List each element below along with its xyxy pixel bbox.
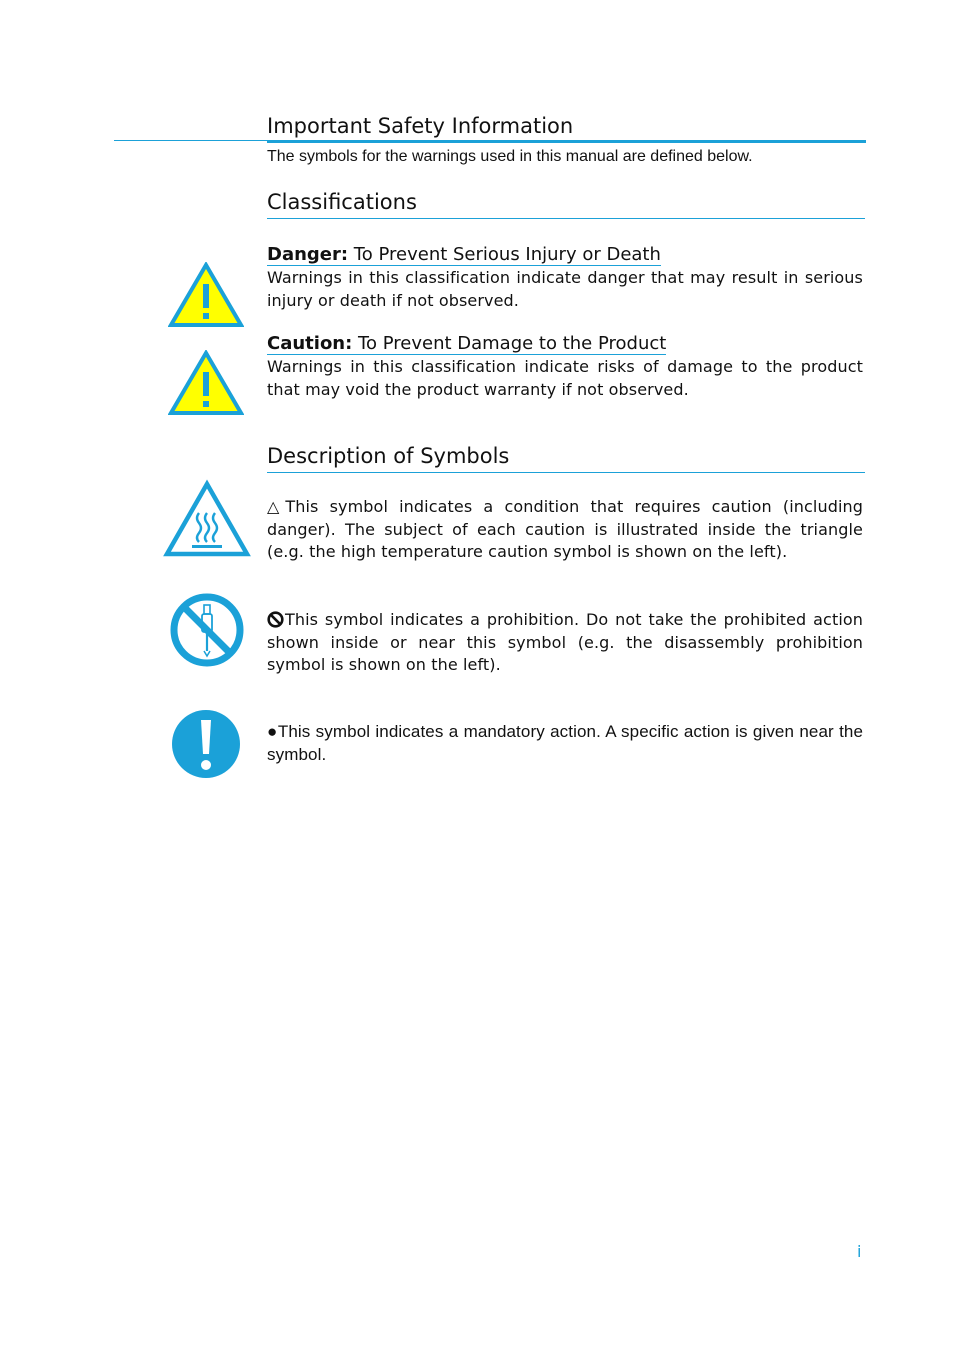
- symbols-heading: Description of Symbols: [267, 444, 510, 468]
- mandatory-symbol-description: This symbol indicates a mandatory action. A specific action is given near the symbol.: [267, 722, 863, 764]
- caution-label: Caution:: [267, 333, 353, 354]
- caution-warning-icon: [168, 350, 244, 416]
- danger-label: Danger:: [267, 244, 349, 265]
- caution-triangle-glyph: △: [267, 497, 286, 516]
- prohibition-symbol-description: This symbol indicates a prohibition. Do not take the prohibited action shown inside or near this symbol (e.g. the disassembly prohibition symbol is shown on the left).: [267, 610, 863, 674]
- disassembly-prohibition-icon: [168, 591, 246, 669]
- danger-title-text: To Prevent Serious Injury or Death: [348, 244, 661, 265]
- danger-title: [267, 245, 661, 266]
- danger-text: Warnings in this classification indicate danger that may result in serious injury or death if not observed.: [267, 268, 863, 310]
- caution-symbol-text: [267, 496, 863, 564]
- caution-symbol-description: This symbol indicates a condition that requires caution (including danger). The subject of each caution is illustrated inside the triangle (e.g. the high temperature caution symbol is shown on the left).: [267, 497, 864, 561]
- intro-text: The symbols for the warnings used in this manual are defined below.: [267, 148, 753, 165]
- page-number: i: [857, 1242, 862, 1261]
- mandatory-action-icon: [170, 708, 242, 780]
- prohibition-glyph-icon: [267, 611, 284, 628]
- mandatory-dot-glyph: ●: [267, 722, 278, 741]
- symbols-rule: [267, 472, 865, 473]
- high-temperature-caution-icon: [163, 479, 251, 559]
- caution-title: [267, 334, 666, 355]
- mandatory-symbol-text: [267, 721, 863, 766]
- classifications-rule: [267, 218, 865, 219]
- prohibition-symbol-text: [267, 609, 863, 677]
- classifications-heading: Classifications: [267, 190, 417, 214]
- caution-title-text: To Prevent Damage to the Product: [352, 333, 667, 354]
- caution-text: Warnings in this classification indicate risks of damage to the product that may void the product warranty if not observed.: [267, 357, 863, 399]
- title-rule-thick: [267, 140, 866, 143]
- page-title: Important Safety Information: [267, 114, 574, 138]
- danger-warning-icon: [168, 262, 244, 328]
